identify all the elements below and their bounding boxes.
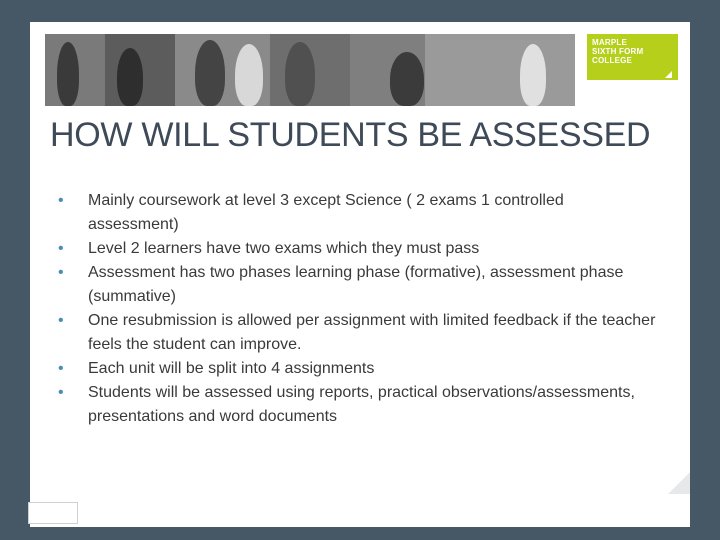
logo-line-1: MARPLE [592,38,627,47]
bullet-icon: • [58,312,64,329]
bullet-text: Each unit will be split into 4 assignments [88,360,375,377]
bullet-text: Students will be assessed using reports, practical observations/assessments, presentations and word documents [88,384,635,425]
bullet-text: Assessment has two phases learning phase (formative), assessment phase (summative) [88,264,624,305]
bullet-icon: • [58,264,64,281]
bullet-icon: • [58,360,64,377]
college-logo [587,34,678,80]
footer-logo [28,502,78,524]
bullet-icon: • [58,384,64,401]
bullet-icon: • [58,240,64,257]
bullet-item [58,261,658,309]
bullet-item [58,381,658,429]
bullet-text: Level 2 learners have two exams which they must pass [88,240,480,257]
bullet-item [58,237,658,261]
bullet-list [58,189,658,429]
logo-line-2: SIXTH FORM [592,47,644,56]
header-photo-strip [45,34,575,106]
slide-title: HOW WILL STUDENTS BE ASSESSED [50,116,651,154]
bullet-text: One resubmission is allowed per assignment with limited feedback if the teacher feels the student can improve. [88,312,656,353]
bullet-icon: • [58,192,64,209]
bullet-item [58,357,658,381]
bullet-item [58,309,658,357]
page-curl-decoration [668,472,690,494]
logo-line-3: COLLEGE [592,56,633,65]
logo-corner-mark [665,71,672,78]
slide [30,22,690,527]
bullet-item [58,189,658,237]
bullet-text: Mainly coursework at level 3 except Science ( 2 exams 1 controlled assessment) [88,192,564,233]
